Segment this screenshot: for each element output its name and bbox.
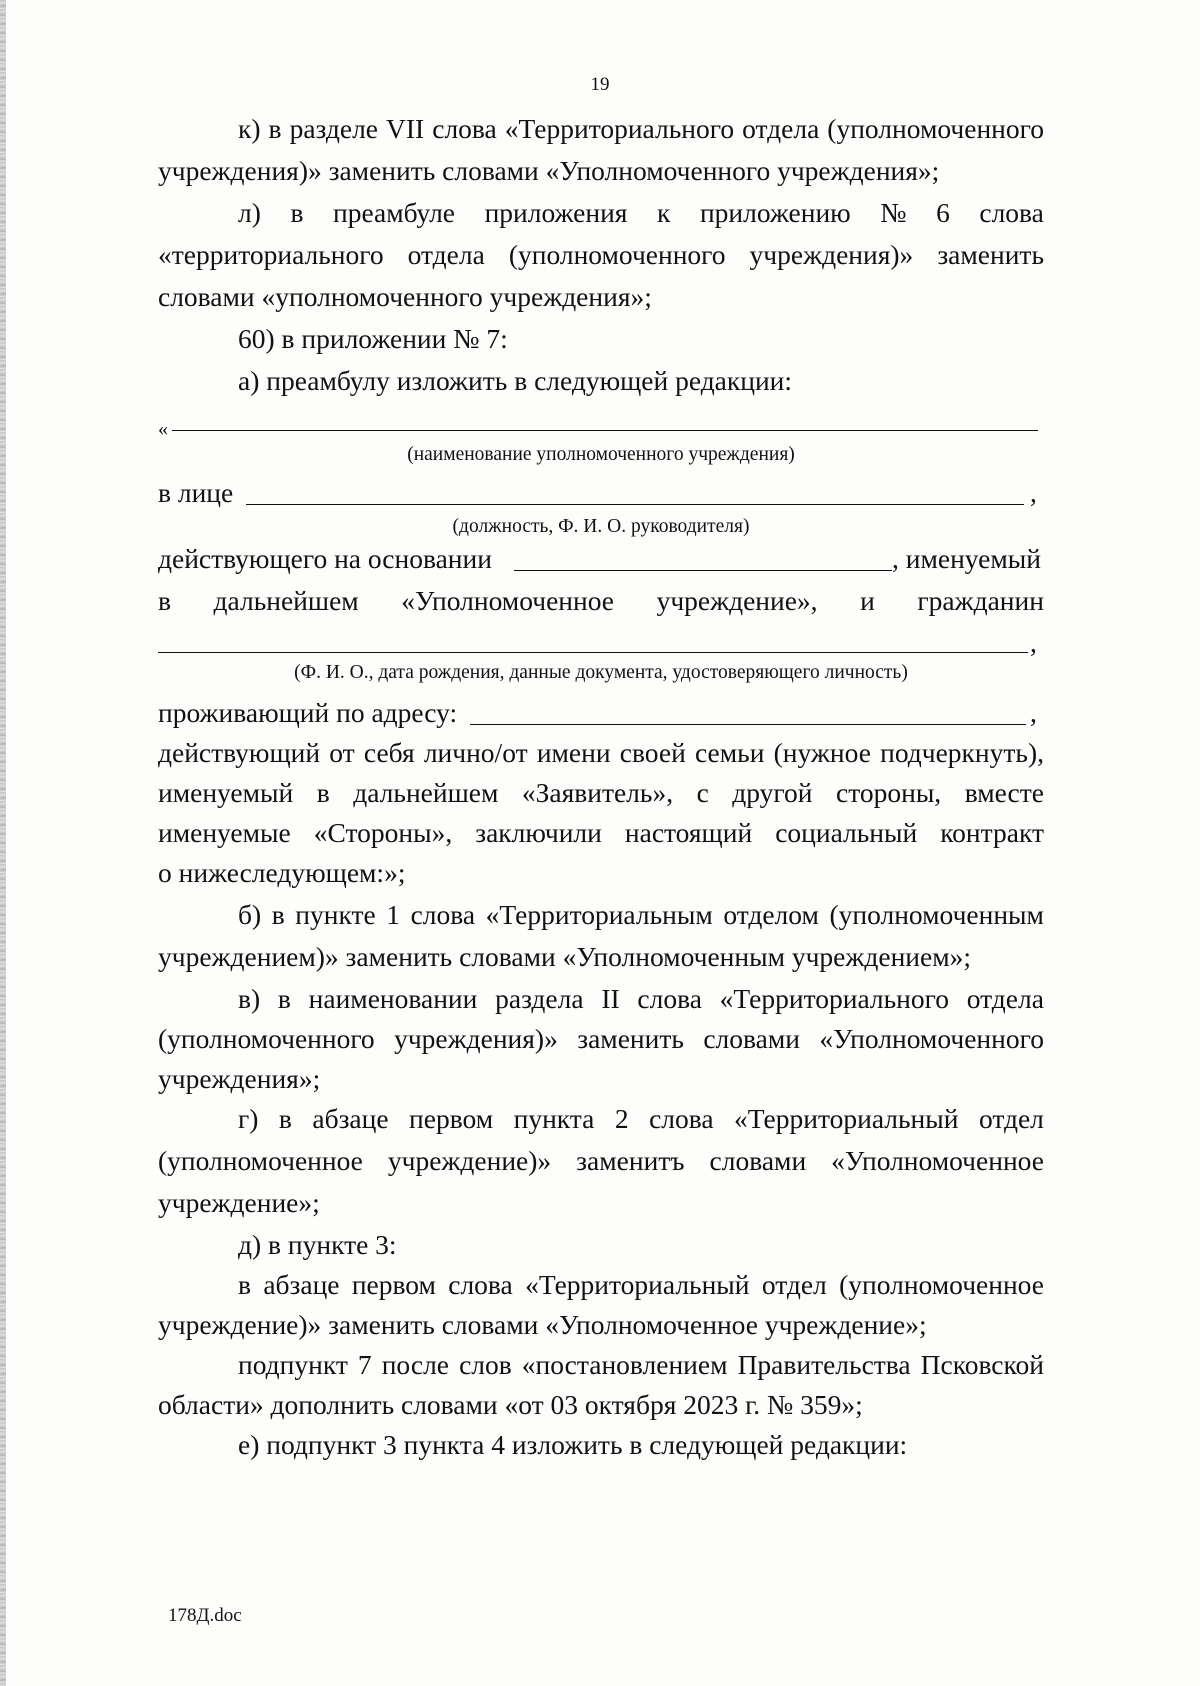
word: 6	[936, 197, 950, 228]
word: «Уполномоченного	[819, 1023, 1044, 1054]
word: слова	[649, 1103, 714, 1134]
residing-label: проживающий по адресу:	[158, 697, 458, 728]
word: разделе	[289, 113, 379, 144]
word: подчеркнуть),	[880, 737, 1044, 768]
word: учреждение)»	[387, 1145, 552, 1176]
word: учреждение»,	[656, 585, 818, 616]
word: «территориального	[158, 239, 384, 270]
word: 1	[386, 899, 400, 930]
word: вместе	[964, 777, 1044, 808]
word: (уполномоченное	[158, 1145, 363, 1176]
word: заменить	[937, 239, 1044, 270]
word: к	[657, 197, 671, 228]
word: (уполномоченное	[839, 1269, 1044, 1300]
word: №	[880, 197, 907, 228]
word: заменить	[577, 1023, 684, 1054]
word: пункта	[513, 1103, 595, 1134]
para-k-line1	[238, 112, 1044, 146]
word: стороны,	[836, 777, 942, 808]
para-e: е) подпункт 3 пункта 4 изложить в следующей редакции:	[238, 1429, 908, 1460]
word: II	[601, 983, 620, 1014]
word: Псковской	[920, 1349, 1044, 1380]
word: «Уполномоченное	[831, 1145, 1044, 1176]
word: к)	[238, 113, 261, 144]
comma-3: ,	[1030, 697, 1037, 728]
word: г)	[238, 1103, 259, 1134]
comma-1: ,	[1030, 477, 1037, 508]
word: «постановлением	[521, 1349, 728, 1380]
para-g-line2	[158, 1144, 1044, 1178]
word: наименовании	[308, 983, 478, 1014]
open-quote: «	[158, 418, 168, 440]
word: лично/от	[423, 737, 528, 768]
word: «Территориальным	[485, 899, 713, 930]
word: слова	[979, 197, 1044, 228]
word: учреждения)»	[394, 1023, 558, 1054]
word: отдел	[978, 1103, 1044, 1134]
comma-2: ,	[1030, 627, 1037, 658]
in-person-label: в лице	[158, 477, 234, 508]
word: в	[268, 113, 282, 144]
word: VII	[386, 113, 425, 144]
para-b-line2: учреждением)» заменить словами «Уполномоченным учреждением»;	[158, 941, 972, 972]
word: имени	[536, 737, 611, 768]
word: подпункт	[238, 1349, 348, 1380]
word: себя	[363, 737, 415, 768]
word: учреждения)»	[749, 239, 914, 270]
address-blank	[470, 724, 1026, 725]
word: «Уполномоченное	[401, 585, 615, 616]
para-d1-line2: учреждение)» заменить словами «Уполномоченное учреждение»;	[158, 1309, 927, 1340]
para-l-line1	[238, 196, 1044, 230]
word: своей	[619, 737, 686, 768]
para-l-line3: словами «уполномоченного учреждения»;	[158, 281, 652, 312]
word: в	[290, 197, 304, 228]
word: контракт	[940, 817, 1044, 848]
word: раздела	[495, 983, 584, 1014]
word: другой	[732, 777, 813, 808]
citizen-blank	[158, 652, 1028, 653]
word: слова	[410, 899, 476, 930]
word: б)	[238, 899, 262, 930]
word: в	[316, 777, 330, 808]
word: отдела	[407, 239, 485, 270]
word: отделом	[723, 899, 819, 930]
word: Правительства	[737, 1349, 911, 1380]
word: в	[158, 585, 171, 616]
para-d2-line1	[238, 1348, 1044, 1382]
para-a: а) преамбулу изложить в следующей редакции:	[238, 365, 793, 396]
scan-edge	[0, 0, 6, 1686]
para-v-line1	[238, 982, 1044, 1016]
word: приложения	[484, 197, 628, 228]
word: (уполномоченного	[508, 239, 726, 270]
word: «Заявитель»,	[521, 777, 674, 808]
named-label: , именуемый	[892, 543, 1041, 574]
para-d: д) в пункте 3:	[238, 1229, 397, 1260]
word: словами	[703, 1023, 800, 1054]
word: (уполномоченного	[158, 1023, 375, 1054]
word: семьи	[695, 737, 765, 768]
acting-self-line	[158, 736, 1044, 770]
word: приложению	[699, 197, 851, 228]
word: слова	[448, 1269, 513, 1300]
org-name-blank	[172, 430, 1038, 431]
head-position-blank	[246, 504, 1024, 505]
further-citizen-line	[158, 584, 1044, 618]
caption-head: (должность, Ф. И. О. руководителя)	[452, 516, 750, 537]
word: «Территориального	[719, 983, 949, 1014]
word: отдела	[966, 983, 1044, 1014]
word: 2	[614, 1103, 629, 1134]
word: (нужное	[773, 737, 871, 768]
para-g-line3: учреждение»;	[158, 1187, 320, 1218]
word: «Территориальный	[525, 1269, 750, 1300]
word: в)	[238, 983, 261, 1014]
para-d1-line1	[238, 1268, 1044, 1302]
footer-filename: 178Д.doc	[168, 1605, 242, 1626]
para-v-line3: учреждения»;	[158, 1063, 321, 1094]
word: л)	[238, 197, 261, 228]
word: настоящий	[624, 817, 753, 848]
named-applicant-line	[158, 776, 1044, 810]
word: в	[238, 1269, 251, 1300]
word: именуемые	[158, 817, 291, 848]
para-k-line2: учреждения)» заменить словами «Уполномоченного учреждения»;	[158, 155, 940, 186]
word: в	[278, 1103, 292, 1134]
word: от	[329, 737, 355, 768]
word: абзаце	[312, 1103, 389, 1134]
word: первом	[351, 1269, 436, 1300]
word: (уполномоченного	[827, 113, 1044, 144]
word: в	[271, 899, 285, 930]
word: преамбуле	[332, 197, 456, 228]
word: действующий	[158, 737, 321, 768]
closing-line: о нижеследующем:»;	[158, 857, 406, 888]
word: именуемый	[158, 777, 294, 808]
word: отдел	[761, 1269, 827, 1300]
word: социальный	[775, 817, 918, 848]
word: и	[860, 585, 875, 616]
word: (уполномоченным	[829, 899, 1044, 930]
basis-blank	[514, 570, 892, 571]
word: заменитъ	[576, 1145, 685, 1176]
caption-citizen: (Ф. И. О., дата рождения, данные документа, удостоверяющего личность)	[294, 662, 908, 683]
word: абзаце	[263, 1269, 340, 1300]
word: «Территориального	[504, 113, 735, 144]
word: словами	[709, 1145, 807, 1176]
word: с	[696, 777, 709, 808]
word: 7	[357, 1349, 372, 1380]
word: слова	[432, 113, 497, 144]
named-parties-line	[158, 816, 1044, 850]
word: заключили	[475, 817, 602, 848]
word: слов	[459, 1349, 512, 1380]
word: после	[381, 1349, 450, 1380]
para-g-line1	[238, 1102, 1044, 1136]
para-v-line2	[158, 1022, 1044, 1056]
word: отдела	[742, 113, 820, 144]
word: первом	[409, 1103, 494, 1134]
word: дальнейшем	[353, 777, 499, 808]
word: «Стороны»,	[313, 817, 453, 848]
page-number: 19	[590, 74, 610, 95]
para-l-line2	[158, 238, 1044, 272]
word: «Территориальный	[734, 1103, 959, 1134]
acting-basis-label: действующего на основании	[158, 543, 492, 574]
word: пункте	[295, 899, 376, 930]
word: в	[277, 983, 291, 1014]
para-60: 60) в приложении № 7:	[238, 323, 508, 354]
word: дальнейшем	[213, 585, 359, 616]
para-b-line1	[238, 898, 1044, 932]
caption-org-name: (наименование уполномоченного учреждения)	[407, 444, 795, 465]
para-d2-line2: области» дополнить словами «от 03 октября 2023 г. № 359»;	[158, 1389, 863, 1420]
word: слова	[637, 983, 702, 1014]
word: гражданин	[917, 585, 1044, 616]
